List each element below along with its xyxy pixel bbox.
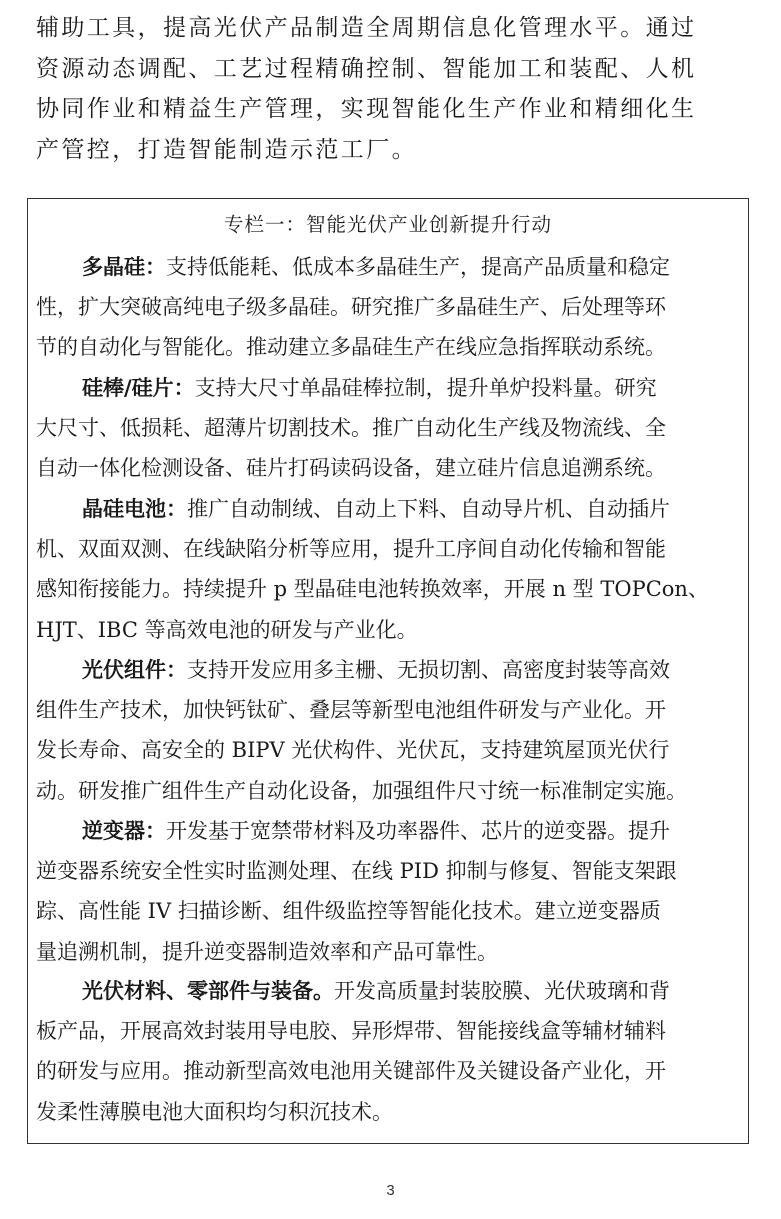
- section-heading: 逆变器：: [82, 819, 166, 843]
- section-line: 节的自动化与智能化。推动建立多晶硅生产在线应急指挥联动系统。: [36, 335, 666, 360]
- section-line: 支持开发应用多主栅、无损切割、高密度封装等高效: [187, 658, 670, 682]
- section-line: 大尺寸、低损耗、超薄片切割技术。推广自动化生产线及物流线、全: [36, 416, 666, 441]
- section-line: 支持低能耗、低成本多晶硅生产，提高产品质量和稳定: [166, 255, 670, 279]
- intro-line: 产管控，打造智能制造示范工厂。: [36, 136, 417, 163]
- section-line: 开发高质量封装胶膜、光伏玻璃和背: [334, 979, 670, 1003]
- section-materials-equipment: [36, 971, 744, 1132]
- section-line: 动。研发推广组件生产自动化设备，加强组件尺寸统一标准制定实施。: [36, 778, 687, 803]
- box-title: 专栏一：智能光伏产业创新提升行动: [223, 213, 552, 236]
- section-line: 性，扩大突破高纯电子级多晶硅。研究推广多晶硅生产、后处理等环: [36, 295, 666, 320]
- intro-paragraph: [36, 8, 748, 170]
- section-heading: 多晶硅：: [82, 255, 166, 279]
- section-line: 发长寿命、高安全的 BIPV 光伏构件、光伏瓦，支持建筑屋顶光伏行: [36, 738, 670, 763]
- section-heading: 光伏材料、零部件与装备。: [82, 979, 334, 1003]
- section-line: 发柔性薄膜电池大面积均匀积沉技术。: [36, 1099, 393, 1124]
- intro-line: 协同作业和精益生产管理，实现智能化生产作业和精细化生: [36, 96, 697, 122]
- section-line: 的研发与应用。推动新型高效电池用关键部件及关键设备产业化，开: [36, 1059, 666, 1084]
- section-heading: 硅棒/硅片：: [82, 376, 195, 400]
- section-line: 组件生产技术，加快钙钛矿、叠层等新型电池组件研发与产业化。开: [36, 698, 666, 723]
- section-line: HJT、IBC 等高效电池的研发与产业化。: [36, 617, 418, 642]
- section-line: 感知衔接能力。持续提升 p 型晶硅电池转换效率，开展 n 型 TOPCon、: [36, 577, 709, 602]
- section-line: 支持大尺寸单晶硅棒拉制，提升单炉投料量。研究: [194, 376, 657, 400]
- section-modules: [36, 650, 744, 811]
- section-ingot-wafer: [36, 368, 744, 489]
- section-inverters: [36, 811, 744, 972]
- section-line: 板产品，开展高效封装用导电胶、异形焊带、智能接线盒等辅材辅料: [36, 1019, 666, 1044]
- section-heading: 晶硅电池：: [82, 497, 187, 521]
- section-polysilicon: [36, 247, 744, 368]
- section-line: 逆变器系统安全性实时监测处理、在线 PID 抑制与修复、智能支架跟: [36, 859, 677, 884]
- section-cells: [36, 489, 744, 650]
- section-line: 机、双面双测、在线缺陷分析等应用，提升工序间自动化传输和智能: [36, 537, 666, 562]
- feature-box: [27, 198, 749, 1144]
- section-line: 开发基于宽禁带材料及功率器件、芯片的逆变器。提升: [166, 819, 670, 843]
- page-number: 3: [386, 1182, 395, 1199]
- intro-line: 辅助工具，提高光伏产品制造全周期信息化管理水平。通过: [36, 15, 697, 41]
- section-line: 推广自动制绒、自动上下料、自动导片机、自动插片: [187, 497, 670, 521]
- section-line: 踪、高性能 IV 扫描诊断、组件级监控等智能化技术。建立逆变器质: [36, 899, 661, 924]
- section-heading: 光伏组件：: [82, 658, 187, 682]
- intro-line: 资源动态调配、工艺过程精确控制、智能加工和装配、人机: [36, 55, 697, 82]
- section-line: 量追溯机制，提升逆变器制造效率和产品可靠性。: [36, 939, 498, 964]
- section-line: 自动一体化检测设备、硅片打码读码设备，建立硅片信息追溯系统。: [36, 456, 666, 481]
